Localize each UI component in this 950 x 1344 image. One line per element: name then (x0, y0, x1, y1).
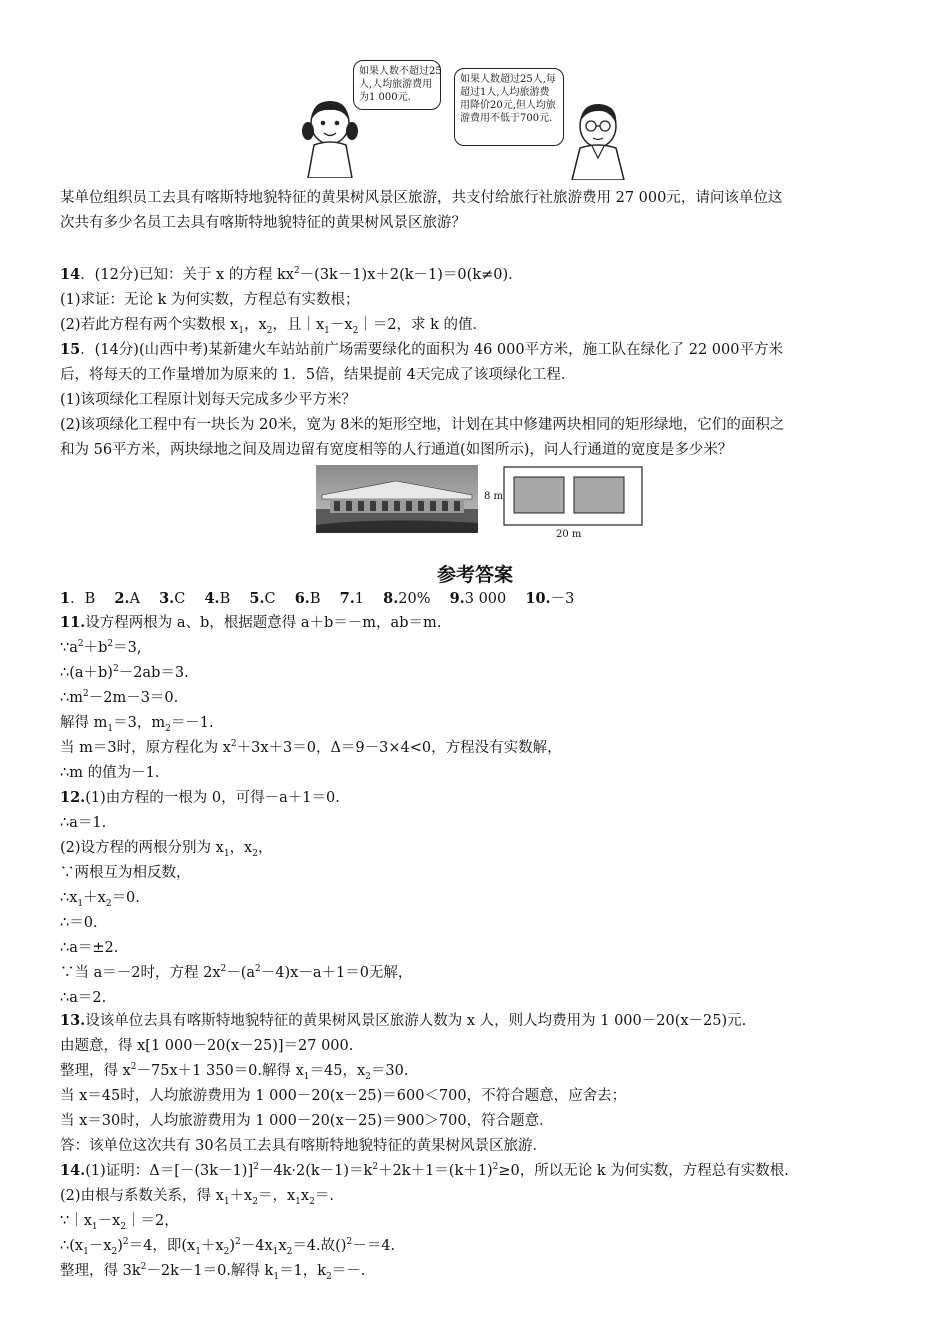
solution-number: 12. (60, 789, 86, 806)
speech-bubble-left (353, 60, 441, 110)
solution-line: 当 x＝45时，人均旅游费用为 1 000－20(x－25)＝600＜700，不符合题意，应舍去； (60, 1088, 627, 1104)
sub: 2 (286, 1246, 293, 1257)
question-15-line-1 (60, 337, 900, 363)
solution-line: ∴m 的值为－1. (60, 765, 160, 781)
text: ＋x (83, 890, 106, 906)
text: －x (329, 317, 353, 333)
answer-value: C (264, 591, 276, 607)
exp: 2 (82, 689, 89, 700)
text: －4k·2(k－1)＝k (258, 1163, 373, 1179)
text: 设方程两根为 a、b，根据题意得 a＋b＝－m，ab＝m. (85, 615, 442, 631)
text: ＝. (314, 1188, 334, 1204)
width-label: 20 m (556, 529, 582, 540)
text: ． (70, 591, 85, 607)
height-label: 8 m (484, 491, 504, 502)
solution-line (60, 1234, 900, 1259)
answers-title: 参考答案 (436, 564, 513, 586)
text: －(3k－1)x＋2(k－1)＝0(k≠0)． (299, 267, 523, 283)
solution-line (60, 686, 900, 711)
bubble-text: 人,人均旅游费用 (359, 79, 433, 90)
sub: 2 (365, 1071, 371, 1082)
solution-line (60, 1209, 900, 1234)
solution-line (60, 1059, 900, 1084)
rectangular-plot-diagram (484, 465, 646, 540)
sub: 1 (83, 1246, 89, 1257)
text: ，x (229, 840, 253, 856)
exp: 2 (293, 266, 300, 277)
answer-number: 5. (249, 590, 265, 607)
answer-value: A (129, 591, 140, 607)
question-14-line-3 (60, 313, 900, 338)
exp: 2 (220, 964, 227, 975)
sub: 2 (326, 1271, 332, 1282)
train-station-photo (316, 465, 478, 533)
solution-line (60, 961, 900, 986)
text: ，x (244, 317, 267, 333)
text: ＋x (200, 1238, 224, 1254)
solution-line: ∴a＝2. (60, 990, 107, 1006)
solution-line (60, 1008, 900, 1034)
text: ＝4.故() (292, 1238, 347, 1254)
choice-answers-line (60, 586, 900, 612)
answer-value: 3 000 (464, 591, 507, 607)
text: ＝－. (331, 1263, 366, 1279)
text: ＝45，x (309, 1063, 366, 1079)
answer-number: 7. (339, 590, 355, 607)
sub: 2 (165, 723, 171, 734)
bubble-text: 超过1人,人均旅游费 (460, 87, 550, 98)
question-15-line-2: 后，将每天的工作量增加为原来的 1．5倍，结果提前 4天完成了该项绿化工程． (60, 367, 576, 383)
text: (1)证明：Δ＝[－(3k－1)] (85, 1163, 254, 1179)
text: ∴(x (60, 1238, 84, 1254)
exp: 2 (372, 1162, 379, 1173)
answer-number: 4. (204, 590, 220, 607)
text: ∴m (60, 690, 83, 706)
solution-line (60, 836, 900, 861)
answer-number: 8. (383, 590, 399, 607)
sub: 1 (272, 1246, 279, 1257)
text: (1)由方程的一根为 0，可得－a＋1＝0. (85, 790, 340, 806)
sub: 1 (223, 1196, 230, 1207)
sub: 2 (252, 1196, 258, 1207)
text: ， (257, 840, 273, 856)
solution-line (60, 736, 900, 761)
question-text: 某单位组织员工去具有喀斯特地貌特征的黄果树风景区旅游，共支付给旅行社旅游费用 27 000元，请问该单位这 (60, 190, 783, 206)
question-15-line-5: 和为 56平方米，两块绿地之间及周边留有宽度相等的人行通道(如图所示)，问人行通道的宽度是多少米？ (60, 442, 733, 458)
text: ≥0，所以无论 k 为何实数，方程总有实数根. (498, 1163, 789, 1179)
question-text: 次共有多少名员工去具有喀斯特地貌特征的黄果树风景区旅游？ (60, 215, 466, 231)
exp: 2 (253, 1162, 259, 1173)
text: －2m－3＝0. (88, 690, 179, 706)
question-14-line-1 (60, 262, 900, 288)
text: x (278, 1238, 287, 1254)
man-figure (568, 98, 630, 180)
solution-line (60, 661, 900, 686)
solution-line: ∴a＝1. (60, 815, 107, 831)
answer-value: 1 (354, 591, 364, 607)
text: ) (117, 1238, 123, 1254)
text: －75x＋1 350＝0.解得 x (136, 1063, 304, 1079)
text: ＝4，即(x (128, 1238, 196, 1254)
text: x (300, 1188, 310, 1204)
answer-value: B (84, 591, 96, 607)
question-15-line-4: (2)该项绿化工程中有一块长为 20米，宽为 8米的矩形空地，计划在其中修建两块相同的矩形绿地，它们的面积之 (60, 417, 785, 433)
sub: 1 (223, 848, 230, 859)
question-15-line-3: (1)该项绿化工程原计划每天完成多少平方米？ (60, 392, 357, 408)
text: ) (229, 1238, 236, 1254)
solution-line (60, 785, 900, 811)
text: ＝1，k (279, 1263, 327, 1279)
sub: 1 (324, 325, 330, 336)
exp: 2 (77, 639, 84, 650)
answer-value: 20% (398, 591, 431, 607)
bubble-text: 游费用不低于700元. (460, 113, 553, 124)
sub: 2 (105, 898, 112, 909)
solution-line (60, 636, 900, 661)
speech-bubble-right (454, 68, 564, 146)
text: －4x (240, 1238, 273, 1254)
solution-line (60, 711, 900, 736)
text: ｜＝2，求 k 的值． (358, 317, 488, 333)
text: －＝4. (352, 1238, 396, 1254)
question-number: 15 (60, 341, 81, 358)
exp: 2 (230, 739, 237, 750)
sub: 1 (295, 1196, 301, 1207)
solution-line: ∴＝0. (60, 915, 98, 931)
sub: 2 (309, 1196, 315, 1207)
text: ＝－1. (170, 715, 214, 731)
text: ｜＝2， (126, 1213, 179, 1229)
sub: 2 (120, 1221, 127, 1232)
sub: 1 (238, 325, 245, 336)
exp: 2 (107, 639, 114, 650)
exp: 2 (255, 964, 261, 975)
text: ＝3，m (113, 715, 166, 731)
text: ＋3x＋3＝0，Δ＝9－3×4<0，方程没有实数解， (236, 740, 562, 756)
text: 当 m＝3时，原方程化为 x (60, 740, 231, 756)
answer-value: C (174, 591, 186, 607)
exp: 2 (122, 1237, 129, 1248)
text: －4)x－a＋1＝0无解， (260, 965, 413, 981)
text: ＝3, (113, 640, 142, 656)
exp: 2 (140, 1262, 147, 1273)
text: ．(12分)已知：关于 x 的方程 kx (80, 267, 294, 283)
text: 解得 m (60, 715, 108, 731)
text: ∵a (60, 640, 78, 656)
solution-line: ∴a＝±2. (60, 940, 119, 956)
sub: 1 (107, 723, 114, 734)
text: －2k－1＝0.解得 k (146, 1263, 274, 1279)
text: －x (88, 1238, 112, 1254)
answer-number: 2. (114, 590, 130, 607)
text: ∵｜x (60, 1213, 92, 1229)
sub: 2 (223, 1246, 230, 1257)
text: ∴(a＋b) (60, 665, 113, 681)
question-number: 14 (60, 266, 81, 283)
answer-value: －3 (550, 591, 575, 607)
answer-value: B (309, 591, 321, 607)
bubble-text: 为1 000元. (359, 92, 411, 103)
question-13 (60, 186, 900, 236)
girl-figure (300, 93, 360, 178)
question-15-figures (316, 465, 646, 540)
answer-number: 1 (60, 590, 71, 607)
cartoon-illustration (300, 58, 640, 178)
text: ＋b (83, 640, 108, 656)
exp: 2 (346, 1237, 353, 1248)
bubble-text: 如果人数超过25人,每 (460, 74, 556, 85)
solution-line (60, 610, 900, 636)
exp: 2 (492, 1162, 499, 1173)
text: ＝30. (370, 1063, 409, 1079)
exp: 2 (112, 664, 119, 675)
answer-number: 6. (294, 590, 310, 607)
text: －x (97, 1213, 121, 1229)
solution-number: 11. (60, 614, 86, 631)
bubble-text: 如果人数不超过25 (359, 66, 442, 77)
answer-number: 9. (449, 590, 465, 607)
sub: 1 (273, 1271, 280, 1282)
sub: 2 (266, 325, 273, 336)
sub: 2 (352, 325, 359, 336)
text: 设该单位去具有喀斯特地貌特征的黄果树风景区旅游人数为 x 人，则人均费用为 1 000－20(x－25)元. (85, 1013, 747, 1029)
solution-line: 当 x＝30时，人均旅游费用为 1 000－20(x－25)＝900＞700，符合题意． (60, 1113, 554, 1129)
solution-line (60, 1158, 900, 1184)
solution-14 (60, 1158, 900, 1284)
text: ，且｜x (272, 317, 325, 333)
question-15 (60, 337, 900, 463)
solution-line: 由题意，得 x[1 000－20(x－25)]＝27 000. (60, 1038, 354, 1054)
text: ＋x (229, 1188, 253, 1204)
sub: 2 (252, 848, 258, 859)
solution-line: 答：该单位这次共有 30名员工去具有喀斯特地貌特征的黄果树风景区旅游． (60, 1138, 548, 1154)
solution-13 (60, 1008, 900, 1159)
solution-line (60, 1184, 900, 1209)
question-14 (60, 262, 900, 338)
question-14-line-2: (1)求证：无论 k 为何实数，方程总有实数根； (60, 292, 360, 308)
exp: 2 (130, 1062, 137, 1073)
text: ＝0. (111, 890, 140, 906)
solution-line (60, 886, 900, 911)
sub: 1 (91, 1221, 98, 1232)
bubble-text: 用降价20元,但人均旅 (460, 100, 556, 111)
answer-value: B (219, 591, 231, 607)
answer-number: 10. (525, 590, 551, 607)
text: 整理，得 x (60, 1063, 131, 1079)
solution-number: 13. (60, 1012, 86, 1029)
text: 整理，得 3k (60, 1263, 141, 1279)
sub: 1 (303, 1071, 310, 1082)
solution-number: 14. (60, 1162, 86, 1179)
text: ∴x (60, 890, 78, 906)
solution-line: ∵两根互为相反数， (60, 865, 191, 881)
answer-number: 3. (159, 590, 175, 607)
sub: 1 (77, 898, 84, 909)
solution-line (60, 1259, 900, 1284)
solution-12 (60, 785, 900, 1011)
text: (2)由根与系数关系，得 x (60, 1188, 224, 1204)
text: (2)设方程的两根分别为 x (60, 840, 224, 856)
exp: 2 (235, 1237, 241, 1248)
choice-answers (60, 586, 900, 612)
text: ＋2k＋1＝(k＋1) (378, 1163, 493, 1179)
text: －(a (226, 965, 256, 981)
solution-11 (60, 610, 900, 786)
sub: 1 (195, 1246, 201, 1257)
text: ∵当 a＝－2时，方程 2x (60, 965, 221, 981)
text: (2)若此方程有两个实数根 x (60, 317, 239, 333)
text: ＝，x (257, 1188, 296, 1204)
text: －2ab＝3. (118, 665, 189, 681)
text: ．(14分)(山西中考)某新建火车站站前广场需要绿化的面积为 46 000平方米，施工队在绿化了 22 000平方米 (80, 342, 783, 358)
sub: 2 (111, 1246, 118, 1257)
